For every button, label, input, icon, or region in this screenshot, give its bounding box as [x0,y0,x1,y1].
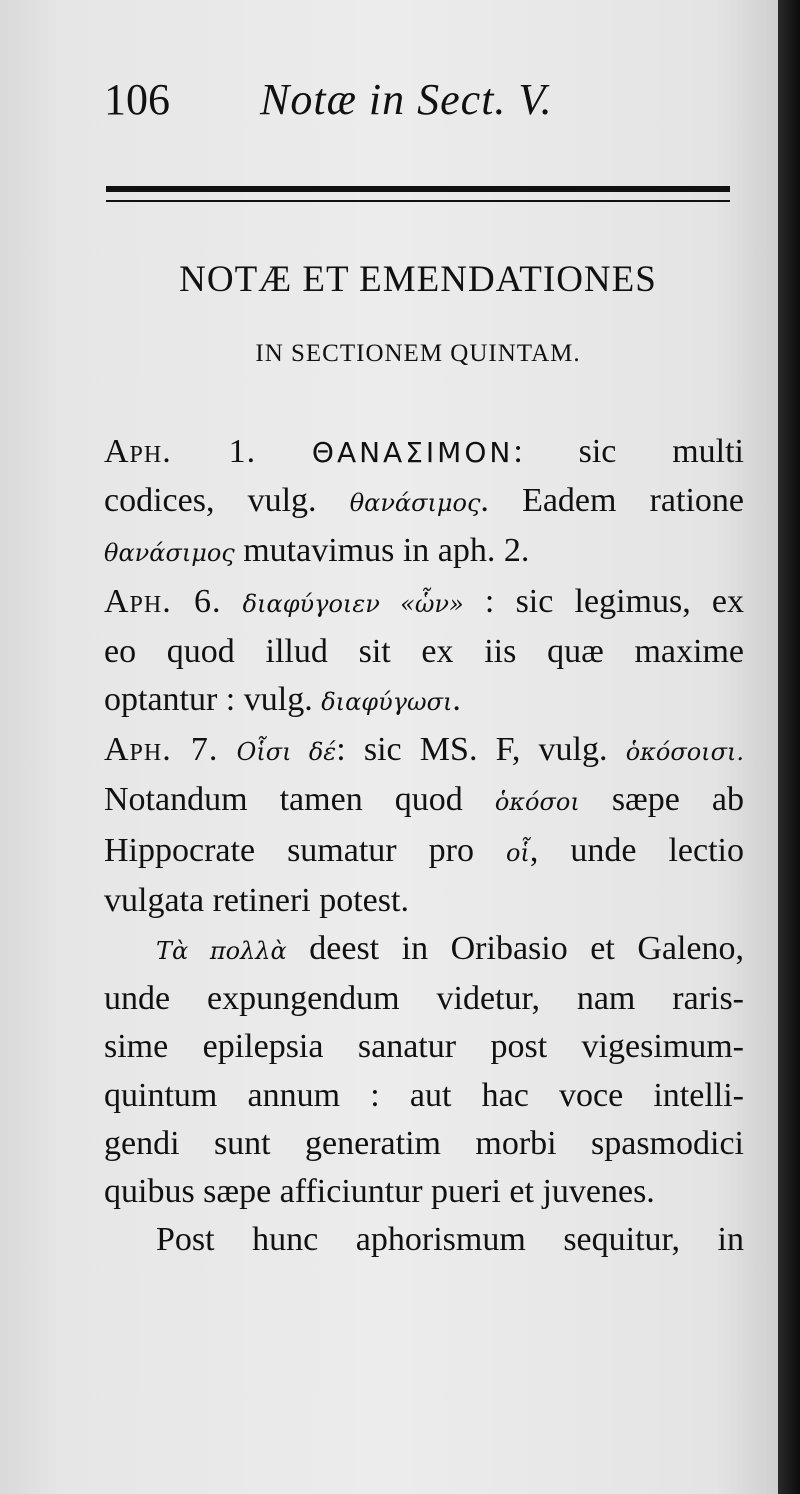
para2-line3: sime epilepsia sanatur post vigesimum- [104,1028,744,1066]
para2-line4: quintum annum : aut hac voce intelli- [104,1076,744,1114]
section-subtitle: IN SECTIONEM QUINTAM. [255,340,581,367]
para2-line5: gendi sunt generatim morbi spasmodici [104,1124,744,1162]
aph7-l2-b: sæpe ab [611,781,744,819]
aph1-label: Aph. 1. [104,433,257,470]
body-text [104,428,744,1264]
aph1-l1-rest: : sic multi [513,433,744,470]
para2-line1 [104,925,744,975]
para2-line6: quibus sæpe afficiuntur pueri et juvenes. [104,1173,655,1211]
aph7-l3-a: Hippocrate sumatur pro [104,831,474,869]
aph6-line3 [104,676,744,726]
aph6-line2: eo quod illud sit ex iis quæ maxime [104,632,744,670]
aph1-l2-a: codices, vulg. [104,482,317,520]
running-head: Notæ in Sect. V. [260,75,553,124]
aph7-l2-a: Notandum tamen quod [104,781,463,819]
aph7-l1-greek2: ὁκόσοισι. [625,738,744,767]
section-title: NOTÆ ET EMENDATIONES [179,259,657,300]
aph6-line1 [104,578,744,628]
para2-l1-greek: Τὰ πολλὰ [156,937,287,966]
aph7-line4: vulgata retineri potest. [104,881,409,919]
page-edge-shadow [778,0,800,1494]
aph7-l3-b: , unde lectio [529,831,744,869]
aph7-label: Aph. 7. [104,731,219,769]
aph6-l3-greek: διαφύγωσι [321,688,453,717]
aph1-l3-b: mutavimus in aph. 2. [243,532,530,570]
aph1-l3-greek: θανάσιμος [104,539,235,568]
aph7-l1-b: : sic MS. F, vulg. [336,731,608,769]
aph1-l2-b: . Eadem ratione [480,482,744,520]
page-number: 106 [104,75,170,124]
aph6-l1-greek: διαφύγοιεν «ὧν» [242,589,464,618]
aph7-line2 [104,776,744,826]
aph1-greek-caps: ΘΑΝΑΣΙΜΟΝ [311,436,514,469]
aph1-line1 [104,428,744,477]
header-rule-thick [106,186,730,192]
aph1-line3 [104,527,744,577]
para2-line2: unde expungendum videtur, nam raris- [104,980,744,1018]
para2-l1-b: deest in Oribasio et Galeno, [309,930,744,968]
aph7-l2-greek: ὁκόσοι [494,788,580,817]
para3-line1: Post hunc aphorismum sequitur, in [156,1221,744,1259]
aph1-line2 [104,477,744,527]
aph6-l1-b: : sic legimus, ex [484,582,745,620]
aph7-l3-greek: οἷ [505,838,530,867]
aph6-l3-a: optantur : vulg. [104,681,313,719]
aph7-line3 [104,827,744,877]
aph6-label: Aph. 6. [104,582,222,620]
page-header [104,66,744,136]
aph7-l1-greek: Οἷσι δέ [236,738,337,767]
aph6-l3-b: . [452,681,461,719]
header-rule-thin [106,200,730,202]
aph7-line1 [104,726,744,776]
aph1-l2-greek: θανάσιμος [349,489,481,518]
